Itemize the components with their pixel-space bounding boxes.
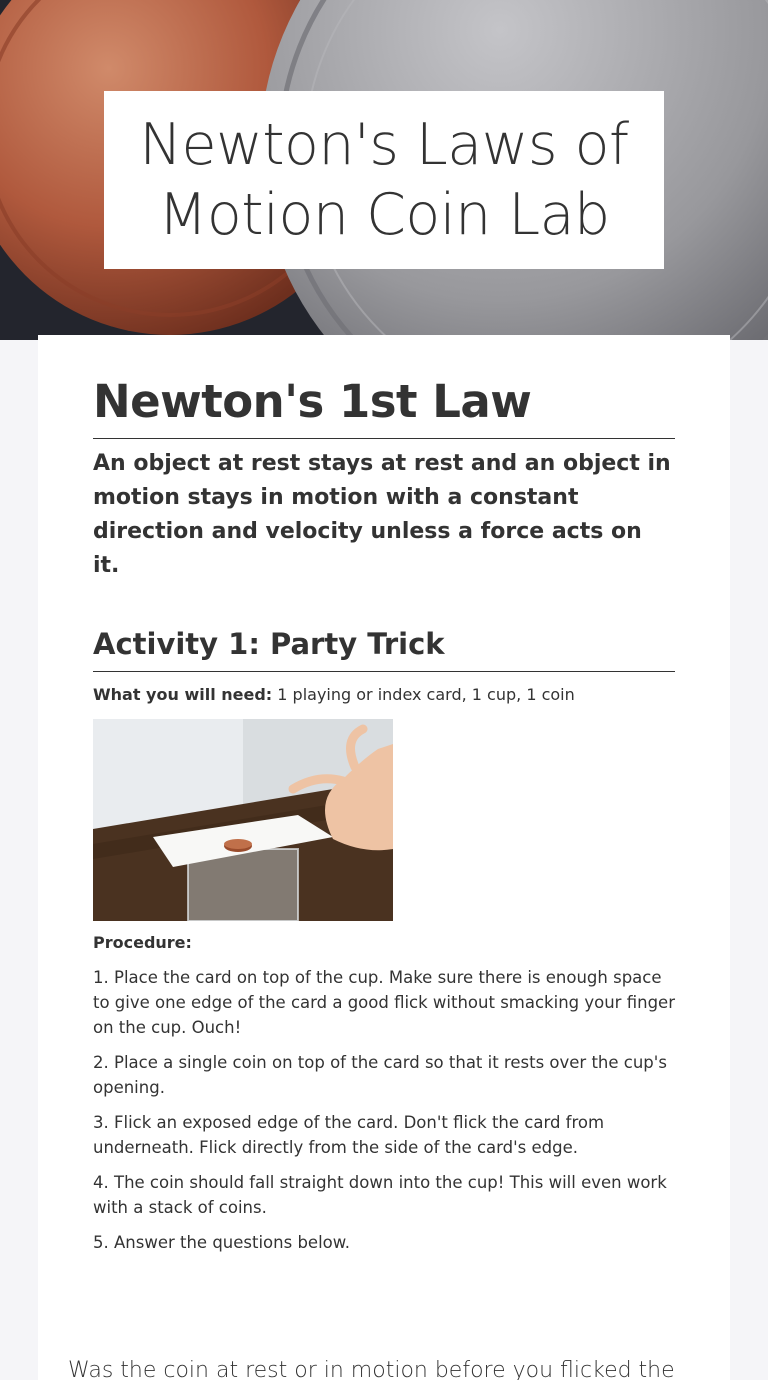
procedure-steps bbox=[93, 965, 675, 1265]
materials-line bbox=[93, 685, 675, 704]
card-coin-cup-image bbox=[93, 719, 393, 921]
materials-label: What you will need: bbox=[93, 685, 273, 704]
title-box bbox=[104, 91, 664, 269]
procedure-step: 3. Flick an exposed edge of the card. Don't flick the card from underneath. Flick directly from the side of the card's edge. bbox=[93, 1113, 605, 1157]
question-1: Was the coin at rest or in motion before you flicked the bbox=[68, 1358, 675, 1380]
title-line-1: Newton's Laws of bbox=[139, 112, 629, 178]
activity-heading: Activity 1: Party Trick bbox=[93, 627, 675, 672]
activity-photo bbox=[93, 719, 393, 921]
header-banner bbox=[0, 0, 768, 360]
title-line-2: Motion Coin Lab bbox=[158, 182, 610, 248]
procedure-label: Procedure: bbox=[93, 933, 192, 952]
law-heading: Newton's 1st Law bbox=[93, 375, 675, 439]
procedure-step: 4. The coin should fall straight down into the cup! This will even work with a stack of coins. bbox=[93, 1173, 667, 1217]
procedure-step: 1. Place the card on top of the cup. Make sure there is enough space to give one edge of the card a good flick without smacking your finger on the cup. Ouch! bbox=[93, 968, 675, 1037]
procedure-step: 2. Place a single coin on top of the card so that it rests over the cup's opening. bbox=[93, 1053, 667, 1097]
law-statement: An object at rest stays at rest and an object in motion stays in motion with a constant direction and velocity unless a force acts on it. bbox=[93, 451, 671, 578]
procedure-step: 5. Answer the questions below. bbox=[93, 1233, 350, 1252]
page-title bbox=[139, 110, 628, 250]
content-card bbox=[38, 335, 730, 1380]
materials-list: 1 playing or index card, 1 cup, 1 coin bbox=[272, 685, 575, 704]
